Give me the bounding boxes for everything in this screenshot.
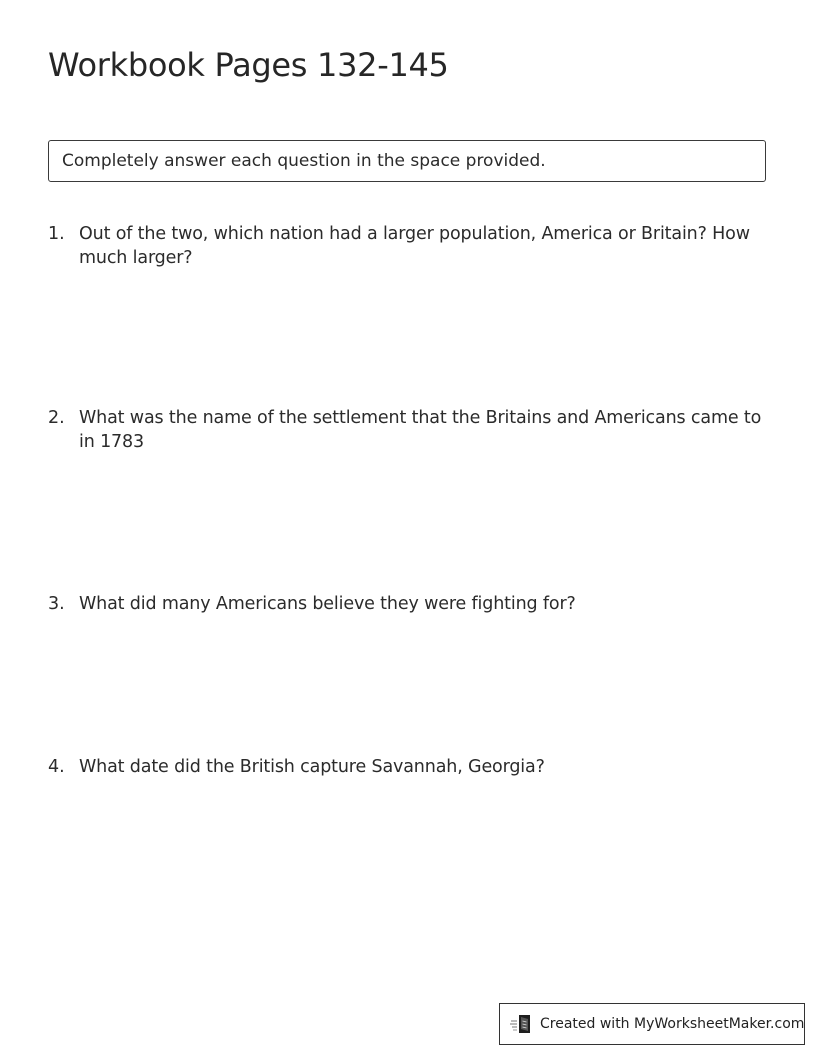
question-number: 2.	[48, 408, 65, 428]
question-text: What was the name of the settlement that the Britains and Americans came to in 1783	[79, 408, 762, 452]
footer-text: Created with MyWorksheetMaker.com	[540, 1016, 805, 1032]
question-number: 4.	[48, 757, 65, 777]
question-number: 3.	[48, 594, 65, 614]
worksheet-maker-logo-icon	[510, 1012, 534, 1036]
page-title: Workbook Pages 132-145	[48, 46, 449, 84]
question-text: Out of the two, which nation had a larger population, America or Britain? How much larger?	[79, 224, 750, 268]
instructions-box	[48, 140, 766, 182]
question-text: What date did the British capture Savannah, Georgia?	[79, 757, 545, 777]
question-number: 1.	[48, 224, 65, 244]
question-text: What did many Americans believe they were fighting for?	[79, 594, 576, 614]
instructions-text: Completely answer each question in the space provided.	[62, 151, 546, 171]
footer-badge[interactable]	[499, 1003, 805, 1045]
question-2	[48, 406, 778, 454]
question-3	[48, 592, 778, 616]
question-4	[48, 755, 778, 779]
question-1	[48, 222, 778, 270]
